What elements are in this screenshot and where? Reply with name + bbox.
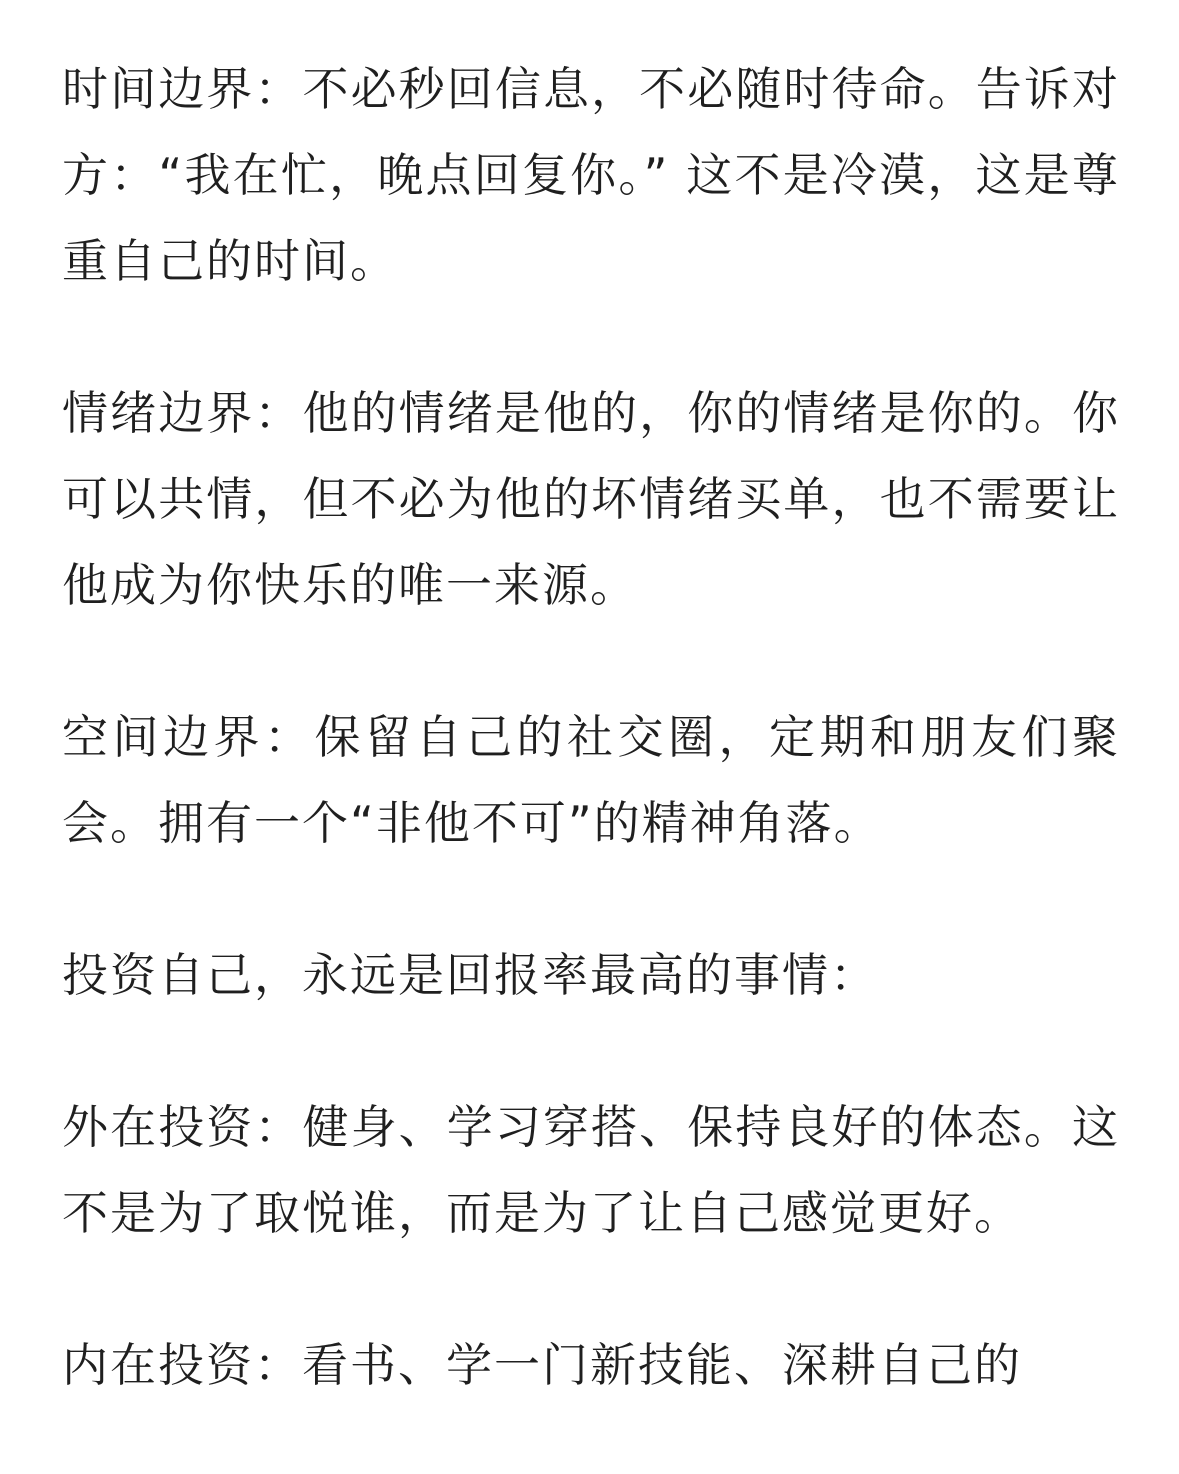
paragraph-emotional-boundary: 情绪边界：他的情绪是他的，你的情绪是你的。你可以共情，但不必为他的坏情绪买单，也不需要让他成为你快乐的唯一来源。 — [62, 386, 1120, 612]
paragraph-time-boundary: 时间边界：不必秒回信息，不必随时待命。告诉对方：“我在忙，晚点回复你。” 这不是冷漠，这是尊重自己的时间。 — [62, 62, 1120, 288]
article-body — [62, 46, 1120, 1474]
paragraph-external-investment: 外在投资：健身、学习穿搭、保持良好的体态。这不是为了取悦谁，而是为了让自己感觉更好。 — [62, 1100, 1120, 1240]
paragraph-space-boundary: 空间边界：保留自己的社交圈，定期和朋友们聚会。拥有一个“非他不可”的精神角落。 — [62, 710, 1120, 850]
paragraph-invest-yourself: 投资自己，永远是回报率最高的事情： — [62, 948, 878, 1002]
paragraph-internal-investment: 内在投资：看书、学一门新技能、深耕自己的 — [62, 1338, 1022, 1392]
